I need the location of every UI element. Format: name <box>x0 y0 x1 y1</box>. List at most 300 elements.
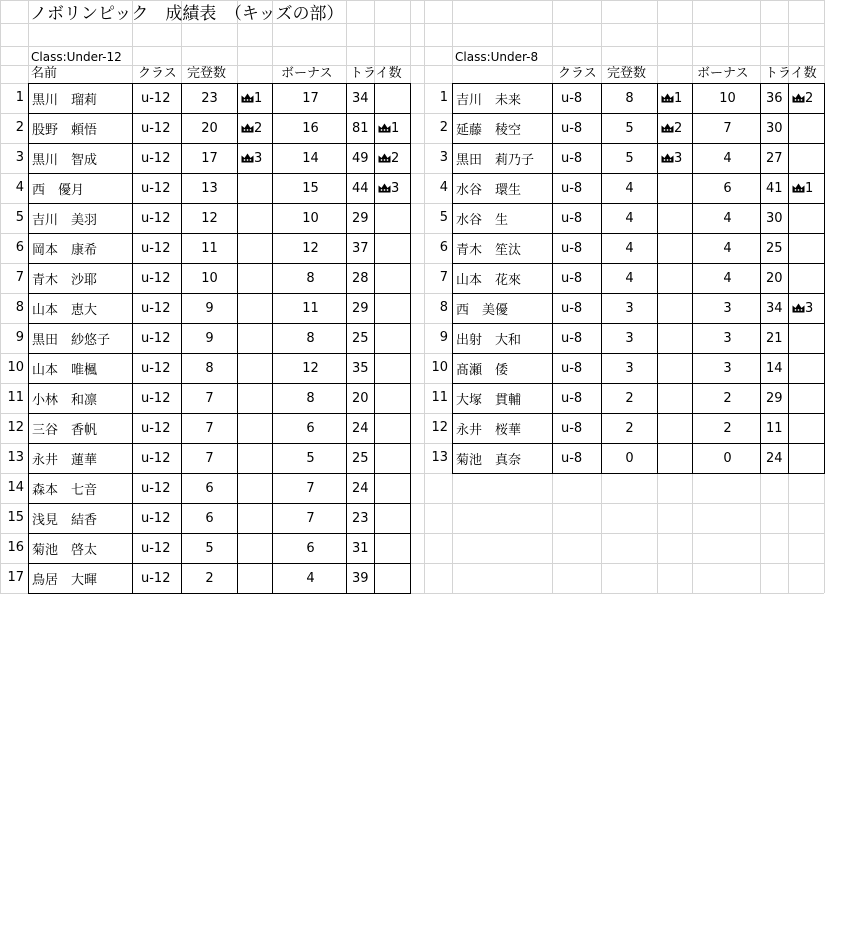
completed-count: 4 <box>602 264 658 294</box>
class-cell: u-12 <box>133 174 182 204</box>
class-cell: u-12 <box>133 324 182 354</box>
class-cell: u-8 <box>553 414 602 444</box>
header-tries: トライ数 <box>350 66 402 81</box>
table-row <box>453 414 825 444</box>
tries-rank <box>375 144 411 174</box>
tries-rank <box>375 354 411 384</box>
table-row <box>453 354 825 384</box>
completed-count: 6 <box>182 474 238 504</box>
class-cell: u-12 <box>133 204 182 234</box>
class-cell: u-8 <box>553 204 602 234</box>
tries-rank-value: 3 <box>805 301 814 316</box>
completed-count: 7 <box>182 444 238 474</box>
row-number: 11 <box>431 390 448 405</box>
row-number: 1 <box>439 90 448 105</box>
crown-icon <box>661 123 674 133</box>
table-row <box>453 204 825 234</box>
table-row <box>29 324 411 354</box>
row-number: 6 <box>15 240 24 255</box>
tries-rank <box>789 414 825 444</box>
completed-rank <box>658 324 693 354</box>
tries-count: 21 <box>761 324 789 354</box>
tries-count: 31 <box>347 534 375 564</box>
athlete-name: 水谷 生 <box>453 204 553 234</box>
crown-icon <box>378 123 391 133</box>
row-number: 1 <box>15 90 24 105</box>
bonus-count: 7 <box>693 114 761 144</box>
header-class: クラス <box>138 66 177 81</box>
table-row <box>453 444 825 474</box>
tries-rank <box>789 354 825 384</box>
bonus-count: 5 <box>273 444 347 474</box>
table-row <box>453 234 825 264</box>
completed-rank <box>238 444 273 474</box>
athlete-name: 黒田 莉乃子 <box>453 144 553 174</box>
completed-rank <box>658 84 693 114</box>
class-cell: u-12 <box>133 534 182 564</box>
athlete-name: 山本 恵大 <box>29 294 133 324</box>
row-number: 13 <box>431 450 448 465</box>
bonus-count: 10 <box>273 204 347 234</box>
completed-count: 2 <box>182 564 238 594</box>
athlete-name: 青木 笙汰 <box>453 234 553 264</box>
tries-count: 24 <box>347 414 375 444</box>
tries-count: 41 <box>761 174 789 204</box>
athlete-name: 永井 蓮華 <box>29 444 133 474</box>
bonus-count: 12 <box>273 354 347 384</box>
tries-rank <box>375 474 411 504</box>
tries-rank <box>375 234 411 264</box>
athlete-name: 黒川 瑠莉 <box>29 84 133 114</box>
tries-count: 23 <box>347 504 375 534</box>
completed-rank <box>238 414 273 444</box>
athlete-name: 水谷 環生 <box>453 174 553 204</box>
completed-rank <box>658 354 693 384</box>
row-number: 3 <box>15 150 24 165</box>
athlete-name: 股野 頼悟 <box>29 114 133 144</box>
row-number: 16 <box>7 540 24 555</box>
athlete-name: 延藤 稜空 <box>453 114 553 144</box>
athlete-name: 森本 七音 <box>29 474 133 504</box>
row-number: 14 <box>7 480 24 495</box>
completed-rank <box>238 354 273 384</box>
header-completed-u8: 完登数 <box>607 66 647 81</box>
table-row <box>29 294 411 324</box>
athlete-name: 青木 沙耶 <box>29 264 133 294</box>
table-row <box>29 444 411 474</box>
completed-count: 4 <box>602 204 658 234</box>
bonus-count: 2 <box>693 384 761 414</box>
class-cell: u-12 <box>133 384 182 414</box>
bonus-count: 12 <box>273 234 347 264</box>
bonus-count: 6 <box>693 174 761 204</box>
class-cell: u-12 <box>133 114 182 144</box>
crown-icon <box>378 183 391 193</box>
tries-count: 30 <box>761 114 789 144</box>
completed-count: 9 <box>182 294 238 324</box>
athlete-name: 永井 桜華 <box>453 414 553 444</box>
tries-count: 25 <box>761 234 789 264</box>
bonus-count: 7 <box>273 474 347 504</box>
completed-rank <box>238 474 273 504</box>
tries-rank <box>375 534 411 564</box>
class-label-under8: Class:Under-8 <box>455 50 539 64</box>
athlete-name: 西 美優 <box>453 294 553 324</box>
table-row <box>29 564 411 594</box>
tries-rank <box>375 504 411 534</box>
tries-rank <box>375 114 411 144</box>
completed-rank <box>238 294 273 324</box>
header-name: 名前 <box>31 66 58 81</box>
class-cell: u-8 <box>553 384 602 414</box>
row-number: 5 <box>439 210 448 225</box>
bonus-count: 10 <box>693 84 761 114</box>
row-number: 13 <box>7 450 24 465</box>
bonus-count: 4 <box>693 204 761 234</box>
completed-rank-value: 2 <box>674 121 683 136</box>
completed-rank-value: 2 <box>254 121 263 136</box>
table-row <box>453 174 825 204</box>
tries-rank <box>375 384 411 414</box>
athlete-name: 山本 唯楓 <box>29 354 133 384</box>
tries-count: 39 <box>347 564 375 594</box>
crown-icon <box>241 93 254 103</box>
completed-rank <box>658 384 693 414</box>
class-cell: u-8 <box>553 174 602 204</box>
row-number: 11 <box>7 390 24 405</box>
class-cell: u-12 <box>133 84 182 114</box>
athlete-name: 黒川 智成 <box>29 144 133 174</box>
tries-count: 24 <box>761 444 789 474</box>
table-row <box>29 144 411 174</box>
completed-rank <box>658 444 693 474</box>
completed-count: 9 <box>182 324 238 354</box>
bonus-count: 14 <box>273 144 347 174</box>
completed-count: 6 <box>182 504 238 534</box>
completed-count: 13 <box>182 174 238 204</box>
table-row <box>453 114 825 144</box>
completed-count: 5 <box>602 144 658 174</box>
tries-count: 37 <box>347 234 375 264</box>
completed-count: 12 <box>182 204 238 234</box>
row-number: 12 <box>7 420 24 435</box>
completed-count: 4 <box>602 174 658 204</box>
class-cell: u-8 <box>553 294 602 324</box>
completed-rank <box>658 294 693 324</box>
tries-count: 29 <box>347 204 375 234</box>
tries-rank-value: 1 <box>805 181 814 196</box>
tries-count: 27 <box>761 144 789 174</box>
completed-rank <box>238 534 273 564</box>
completed-count: 2 <box>602 414 658 444</box>
row-number: 4 <box>439 180 448 195</box>
header-tries-u8: トライ数 <box>765 66 817 81</box>
tries-count: 44 <box>347 174 375 204</box>
crown-icon <box>792 183 805 193</box>
tries-rank <box>375 324 411 354</box>
tries-rank <box>375 174 411 204</box>
completed-rank-value: 3 <box>254 151 263 166</box>
tries-count: 36 <box>761 84 789 114</box>
table-row <box>29 474 411 504</box>
tries-rank <box>789 114 825 144</box>
completed-count: 20 <box>182 114 238 144</box>
tries-count: 25 <box>347 324 375 354</box>
completed-count: 5 <box>182 534 238 564</box>
row-number: 3 <box>439 150 448 165</box>
completed-rank <box>238 144 273 174</box>
class-cell: u-12 <box>133 414 182 444</box>
tries-count: 28 <box>347 264 375 294</box>
class-cell: u-12 <box>133 444 182 474</box>
table-row <box>29 414 411 444</box>
header-bonus: ボーナス <box>281 66 333 81</box>
table-row <box>29 174 411 204</box>
table-row <box>29 84 411 114</box>
row-number: 9 <box>15 330 24 345</box>
tries-count: 29 <box>761 384 789 414</box>
tries-count: 20 <box>347 384 375 414</box>
completed-rank-value: 1 <box>674 91 683 106</box>
table-row <box>29 234 411 264</box>
athlete-name: 鳥居 大暉 <box>29 564 133 594</box>
completed-count: 17 <box>182 144 238 174</box>
tries-rank <box>375 294 411 324</box>
class-cell: u-8 <box>553 444 602 474</box>
tries-count: 34 <box>347 84 375 114</box>
bonus-count: 0 <box>693 444 761 474</box>
tries-count: 81 <box>347 114 375 144</box>
tries-count: 49 <box>347 144 375 174</box>
header-bonus-u8: ボーナス <box>697 66 749 81</box>
tries-count: 20 <box>761 264 789 294</box>
crown-icon <box>241 123 254 133</box>
tries-rank <box>789 144 825 174</box>
athlete-name: 大塚 貫輔 <box>453 384 553 414</box>
tries-rank <box>789 174 825 204</box>
row-number: 2 <box>15 120 24 135</box>
bonus-count: 7 <box>273 504 347 534</box>
athlete-name: 山本 花來 <box>453 264 553 294</box>
class-cell: u-12 <box>133 564 182 594</box>
completed-rank <box>238 504 273 534</box>
tries-rank <box>375 444 411 474</box>
athlete-name: 出射 大和 <box>453 324 553 354</box>
completed-rank <box>658 414 693 444</box>
crown-icon <box>378 153 391 163</box>
completed-rank <box>658 264 693 294</box>
completed-rank <box>238 204 273 234</box>
bonus-count: 4 <box>693 264 761 294</box>
row-number: 7 <box>15 270 24 285</box>
class-cell: u-12 <box>133 144 182 174</box>
athlete-name: 西 優月 <box>29 174 133 204</box>
table-row <box>29 534 411 564</box>
crown-icon <box>792 93 805 103</box>
completed-rank <box>658 114 693 144</box>
completed-rank <box>658 234 693 264</box>
athlete-name: 髙瀬 倭 <box>453 354 553 384</box>
tries-rank <box>789 324 825 354</box>
table-row <box>29 204 411 234</box>
completed-count: 3 <box>602 294 658 324</box>
completed-count: 7 <box>182 384 238 414</box>
bonus-count: 3 <box>693 324 761 354</box>
completed-rank <box>238 384 273 414</box>
tries-count: 34 <box>761 294 789 324</box>
header-completed: 完登数 <box>187 66 227 81</box>
tries-rank <box>375 564 411 594</box>
completed-rank <box>658 174 693 204</box>
athlete-name: 菊池 啓太 <box>29 534 133 564</box>
tries-rank <box>789 294 825 324</box>
tries-count: 30 <box>761 204 789 234</box>
tries-rank <box>375 204 411 234</box>
class-cell: u-8 <box>553 114 602 144</box>
table-row <box>453 384 825 414</box>
class-cell: u-8 <box>553 84 602 114</box>
bonus-count: 17 <box>273 84 347 114</box>
athlete-name: 菊池 真奈 <box>453 444 553 474</box>
completed-rank <box>658 204 693 234</box>
athlete-name: 浅見 結香 <box>29 504 133 534</box>
class-cell: u-12 <box>133 294 182 324</box>
class-cell: u-12 <box>133 234 182 264</box>
tries-rank <box>375 84 411 114</box>
row-number: 8 <box>15 300 24 315</box>
completed-count: 23 <box>182 84 238 114</box>
bonus-count: 8 <box>273 384 347 414</box>
row-number: 9 <box>439 330 448 345</box>
completed-rank <box>238 264 273 294</box>
table-row <box>453 144 825 174</box>
tries-count: 29 <box>347 294 375 324</box>
table-row <box>29 384 411 414</box>
completed-count: 0 <box>602 444 658 474</box>
bonus-count: 4 <box>693 144 761 174</box>
table-row <box>453 294 825 324</box>
bonus-count: 2 <box>693 414 761 444</box>
bonus-count: 8 <box>273 264 347 294</box>
table-row <box>29 114 411 144</box>
table-row <box>29 264 411 294</box>
page-title: ノボリンピック 成績表 （キッズの部） <box>30 4 344 24</box>
completed-rank <box>238 324 273 354</box>
crown-icon <box>661 93 674 103</box>
class-cell: u-8 <box>553 264 602 294</box>
table-row <box>453 84 825 114</box>
row-number: 2 <box>439 120 448 135</box>
tries-count: 35 <box>347 354 375 384</box>
tries-rank <box>789 264 825 294</box>
row-number: 12 <box>431 420 448 435</box>
athlete-name: 岡本 康希 <box>29 234 133 264</box>
completed-rank <box>238 174 273 204</box>
completed-count: 11 <box>182 234 238 264</box>
bonus-count: 6 <box>273 534 347 564</box>
tries-rank <box>789 444 825 474</box>
tries-rank <box>375 414 411 444</box>
row-number: 7 <box>439 270 448 285</box>
tries-rank <box>789 234 825 264</box>
completed-count: 5 <box>602 114 658 144</box>
athlete-name: 黒田 紗悠子 <box>29 324 133 354</box>
tries-rank-value: 2 <box>805 91 814 106</box>
class-cell: u-12 <box>133 354 182 384</box>
completed-count: 3 <box>602 324 658 354</box>
class-label-under12: Class:Under-12 <box>31 50 122 64</box>
tries-rank <box>789 204 825 234</box>
completed-count: 4 <box>602 234 658 264</box>
tries-rank <box>789 384 825 414</box>
row-number: 5 <box>15 210 24 225</box>
completed-rank <box>238 234 273 264</box>
bonus-count: 3 <box>693 354 761 384</box>
tries-count: 25 <box>347 444 375 474</box>
class-cell: u-8 <box>553 354 602 384</box>
row-number: 17 <box>7 570 24 585</box>
class-cell: u-12 <box>133 264 182 294</box>
row-number: 6 <box>439 240 448 255</box>
table-row <box>453 264 825 294</box>
athlete-name: 吉川 美羽 <box>29 204 133 234</box>
row-number: 8 <box>439 300 448 315</box>
completed-rank <box>238 564 273 594</box>
bonus-count: 8 <box>273 324 347 354</box>
completed-rank <box>238 84 273 114</box>
class-cell: u-8 <box>553 234 602 264</box>
athlete-name: 三谷 香帆 <box>29 414 133 444</box>
class-cell: u-12 <box>133 474 182 504</box>
class-cell: u-12 <box>133 504 182 534</box>
bonus-count: 6 <box>273 414 347 444</box>
class-cell: u-8 <box>553 324 602 354</box>
completed-count: 7 <box>182 414 238 444</box>
bonus-count: 15 <box>273 174 347 204</box>
table-row <box>453 324 825 354</box>
completed-rank-value: 3 <box>674 151 683 166</box>
row-number: 4 <box>15 180 24 195</box>
crown-icon <box>661 153 674 163</box>
bonus-count: 3 <box>693 294 761 324</box>
completed-count: 8 <box>182 354 238 384</box>
bonus-count: 4 <box>273 564 347 594</box>
tries-count: 24 <box>347 474 375 504</box>
class-cell: u-8 <box>553 144 602 174</box>
row-number: 15 <box>7 510 24 525</box>
bonus-count: 4 <box>693 234 761 264</box>
completed-rank-value: 1 <box>254 91 263 106</box>
tries-rank-value: 3 <box>391 181 400 196</box>
completed-count: 2 <box>602 384 658 414</box>
tries-rank <box>789 84 825 114</box>
completed-rank <box>658 144 693 174</box>
completed-count: 3 <box>602 354 658 384</box>
athlete-name: 小林 和凛 <box>29 384 133 414</box>
athlete-name: 吉川 未来 <box>453 84 553 114</box>
completed-count: 10 <box>182 264 238 294</box>
crown-icon <box>792 303 805 313</box>
tries-rank <box>375 264 411 294</box>
table-row <box>29 354 411 384</box>
completed-rank <box>238 114 273 144</box>
tries-rank-value: 1 <box>391 121 400 136</box>
row-number: 10 <box>431 360 448 375</box>
tries-count: 14 <box>761 354 789 384</box>
table-row <box>29 504 411 534</box>
tries-rank-value: 2 <box>391 151 400 166</box>
header-class-u8: クラス <box>558 66 597 81</box>
